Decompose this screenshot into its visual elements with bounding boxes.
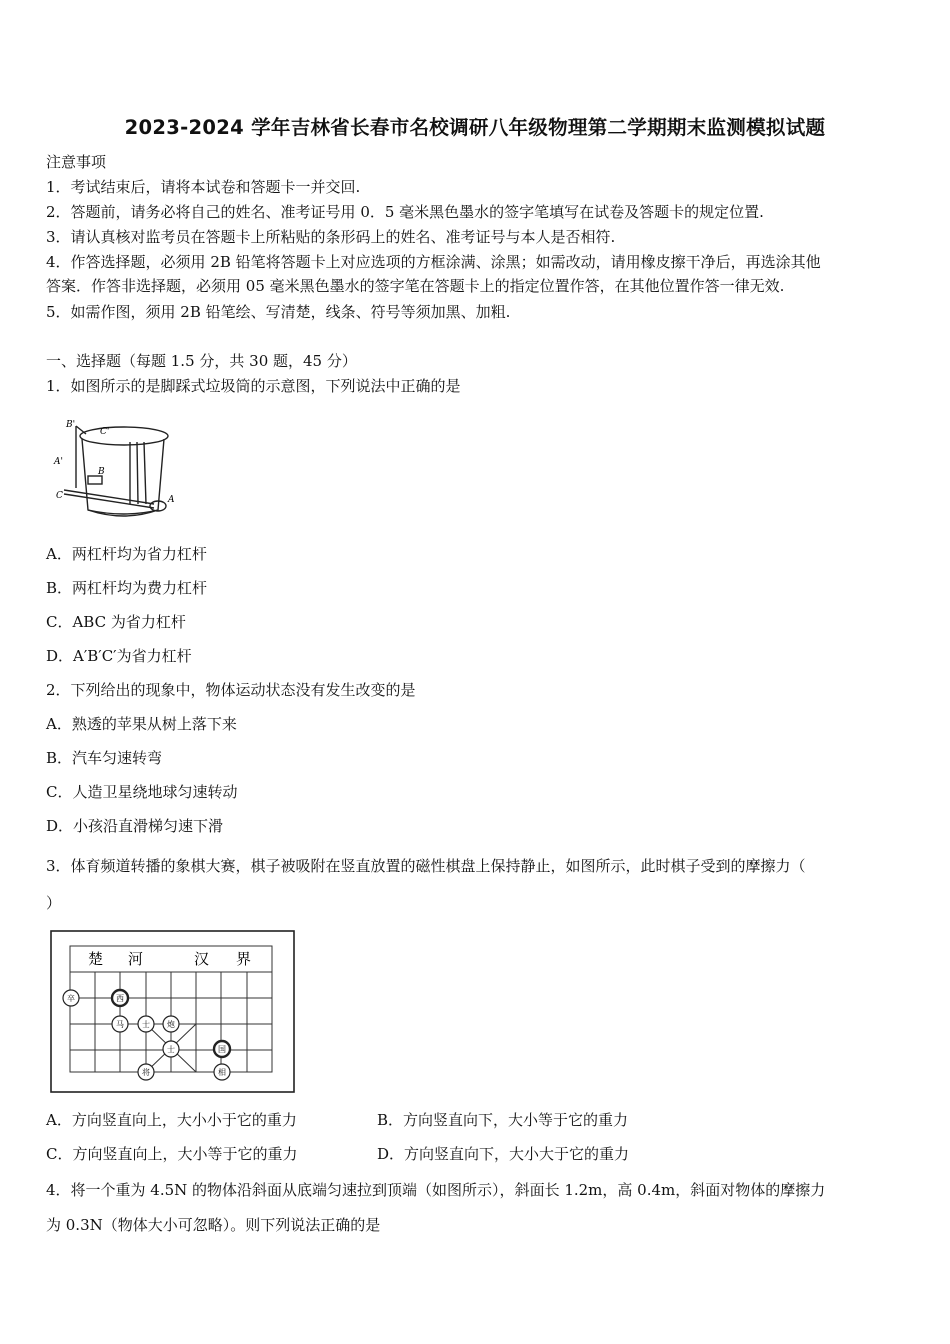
- board-text-han: 汉: [194, 950, 210, 968]
- piece-label: 相: [218, 1068, 226, 1077]
- notice-item: 答案．作答非选择题，必须用 05 毫米黑色墨水的签字笔在答题卡上的指定位置作答，在其他位置作答一律无效.: [46, 277, 785, 295]
- piece-label: 西: [116, 994, 124, 1003]
- q3-option-c: C．方向竖直向上，大小等于它的重力: [46, 1145, 298, 1163]
- piece-label: 士: [142, 1020, 150, 1029]
- piece-label: 将: [142, 1068, 150, 1077]
- q2-option-b: B．汽车匀速转弯: [46, 749, 163, 767]
- q1-option-d: D．A′B′C′为省力杠杆: [46, 647, 192, 665]
- q2-option-d: D．小孩沿直滑梯匀速下滑: [46, 817, 224, 835]
- question-4-stem: 4．将一个重为 4.5N 的物体沿斜面从底端匀速拉到顶端（如图所示），斜面长 1.2m，高 0.4m，斜面对物体的摩擦力: [46, 1181, 826, 1199]
- piece-label: 士: [167, 1045, 175, 1054]
- question-3-stem: 3．体育频道转播的象棋大赛，棋子被吸附在竖直放置的磁性棋盘上保持静止，如图所示，此时棋子受到的摩擦力（: [46, 857, 806, 875]
- pedal-lever: [64, 490, 154, 504]
- fig-label-A-prime: A': [54, 457, 63, 467]
- question-3-stem-cont: ）: [46, 894, 62, 912]
- q1-option-b: B．两杠杆均为费力杠杆: [46, 579, 208, 597]
- q1-option-a: A．两杠杆均为省力杠杆: [46, 545, 207, 563]
- notice-item: 3．请认真核对监考员在答题卡上所粘贴的条形码上的姓名、准考证号与本人是否相符.: [46, 228, 616, 246]
- question-4-stem-cont: 为 0.3N（物体大小可忽略）。则下列说法正确的是: [46, 1216, 381, 1234]
- board-text-jie: 界: [236, 950, 252, 968]
- q3-option-a: A．方向竖直向上，大小小于它的重力: [46, 1111, 297, 1129]
- piece-label: 炮: [167, 1020, 175, 1029]
- fig-label-B-prime: B': [66, 420, 76, 430]
- question-2-stem: 2．下列给出的现象中，物体运动状态没有发生改变的是: [46, 681, 416, 699]
- chess-board-figure: [50, 930, 296, 1094]
- question-1-stem: 1．如图所示的是脚踩式垃圾筒的示意图，下列说法中正确的是: [46, 377, 461, 395]
- fig-label-C-prime: C': [100, 427, 110, 437]
- q2-option-c: C．人造卫星绕地球匀速转动: [46, 783, 238, 801]
- trash-can-figure: [52, 412, 182, 527]
- notice-item: 4．作答选择题，必须用 2B 铅笔将答题卡上对应选项的方框涂满、涂黑；如需改动，请用橡皮擦干净后，再选涂其他: [46, 253, 821, 271]
- q1-option-c: C．ABC 为省力杠杆: [46, 613, 186, 631]
- board-text-chu: 楚: [88, 950, 104, 968]
- exam-title: 2023-2024 学年吉林省长春市名校调研八年级物理第二学期期末监测模拟试题: [124, 116, 826, 139]
- notice-heading: 注意事项: [46, 153, 107, 171]
- piece-label: 卒: [67, 994, 75, 1003]
- q2-option-a: A．熟透的苹果从树上落下来: [46, 715, 237, 733]
- notice-item: 2．答题前，请务必将自己的姓名、准考证号用 0．5 毫米黑色墨水的签字笔填写在试卷及答题卡的规定位置.: [46, 203, 764, 221]
- fig-label-A: A: [168, 495, 175, 505]
- fig-label-B: B: [98, 467, 105, 477]
- notice-item: 5．如需作图，须用 2B 铅笔绘、写清楚，线条、符号等须加黑、加粗.: [46, 303, 511, 321]
- lid-shape: [80, 427, 168, 445]
- fig-label-C: C: [56, 491, 63, 501]
- piece-label: 国: [218, 1045, 226, 1054]
- board-text-he: 河: [128, 950, 144, 968]
- q3-option-d: D．方向竖直向下，大小大于它的重力: [377, 1145, 630, 1163]
- piece-label: 马: [116, 1020, 124, 1029]
- section-heading: 一、选择题（每题 1.5 分，共 30 题，45 分）: [46, 352, 357, 370]
- can-body: [82, 439, 164, 516]
- q3-option-b: B．方向竖直向下，大小等于它的重力: [377, 1111, 629, 1129]
- notice-item: 1．考试结束后，请将本试卷和答题卡一并交回.: [46, 178, 361, 196]
